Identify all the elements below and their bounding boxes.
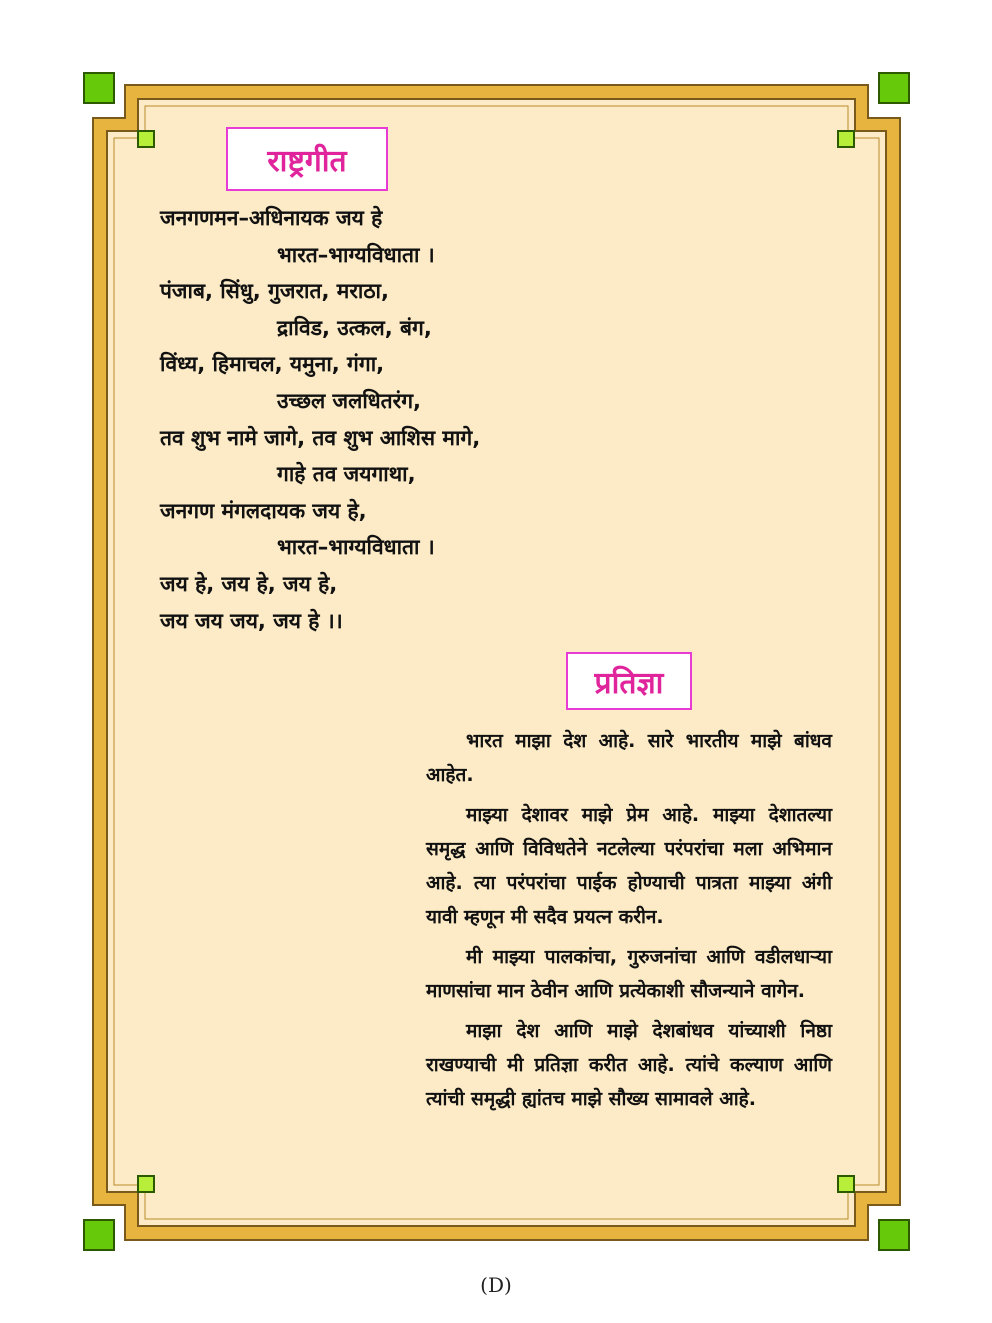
pledge-paragraph: मी माझ्या पालकांचा, गुरुजनांचा आणि वडीलधाऱ्या माणसांचा मान ठेवीन आणि प्रत्येकाशी सौजन्याने वागेन.	[426, 946, 832, 1002]
pledge-paragraph: माझ्या देशावर माझे प्रेम आहे. माझ्या देशातल्या समृद्ध आणि विविधतेने नटलेल्या परंपरांचा मला अभिमान आहे. त्या परंपरांचा पाईक होण्याची पात्रता माझ्या अंगी यावी म्हणून मी सदैव प्रयत्न करीन.	[426, 804, 832, 928]
anthem-line: तव शुभ नामे जागे, तव शुभ आशिस मागे,	[160, 425, 481, 450]
anthem-title: राष्ट्रगीत	[226, 127, 388, 191]
anthem-line: जनगण मंगलदायक जय हे,	[160, 498, 367, 523]
pledge-title: प्रतिज्ञा	[566, 652, 692, 710]
anthem-line: जनगणमन–अधिनायक जय हे	[160, 206, 383, 230]
corner-square-bottom-left	[84, 1220, 114, 1250]
pledge-text	[426, 724, 832, 1122]
corner-square-top-left	[84, 73, 114, 103]
corner-square-bottom-right	[879, 1220, 909, 1250]
anthem-lyrics	[160, 200, 620, 639]
inner-square-top-left	[138, 131, 154, 147]
anthem-line: जय हे, जय हे, जय हे,	[160, 571, 338, 596]
inner-square-top-right	[838, 131, 854, 147]
anthem-line: विंध्य, हिमाचल, यमुना, गंगा,	[160, 352, 385, 377]
pledge-paragraph: माझा देश आणि माझे देशबांधव यांच्याशी निष्ठा राखण्याची मी प्रतिज्ञा करीत आहे. त्यांचे कल्याण आणि त्यांची समृद्धी ह्यांतच माझे सौख्य सामावले आहे.	[426, 1020, 832, 1110]
anthem-line: गाहे तव जयगाथा,	[277, 462, 416, 487]
anthem-line: भारत–भाग्यविधाता ।	[277, 535, 435, 560]
anthem-line: पंजाब, सिंधु, गुजरात, मराठा,	[160, 279, 389, 304]
anthem-line: जय जय जय, जय हे ।।	[160, 608, 343, 633]
page-number: (D)	[480, 1273, 512, 1297]
corner-square-top-right	[879, 73, 909, 103]
anthem-line: उच्छल जलधितरंग,	[277, 388, 422, 413]
inner-square-bottom-left	[138, 1176, 154, 1192]
anthem-line: द्राविड, उत्कल, बंग,	[277, 315, 432, 340]
inner-square-bottom-right	[838, 1176, 854, 1192]
pledge-paragraph: भारत माझा देश आहे. सारे भारतीय माझे बांधव आहेत.	[426, 730, 832, 786]
anthem-line: भारत–भाग्यविधाता ।	[277, 242, 435, 267]
